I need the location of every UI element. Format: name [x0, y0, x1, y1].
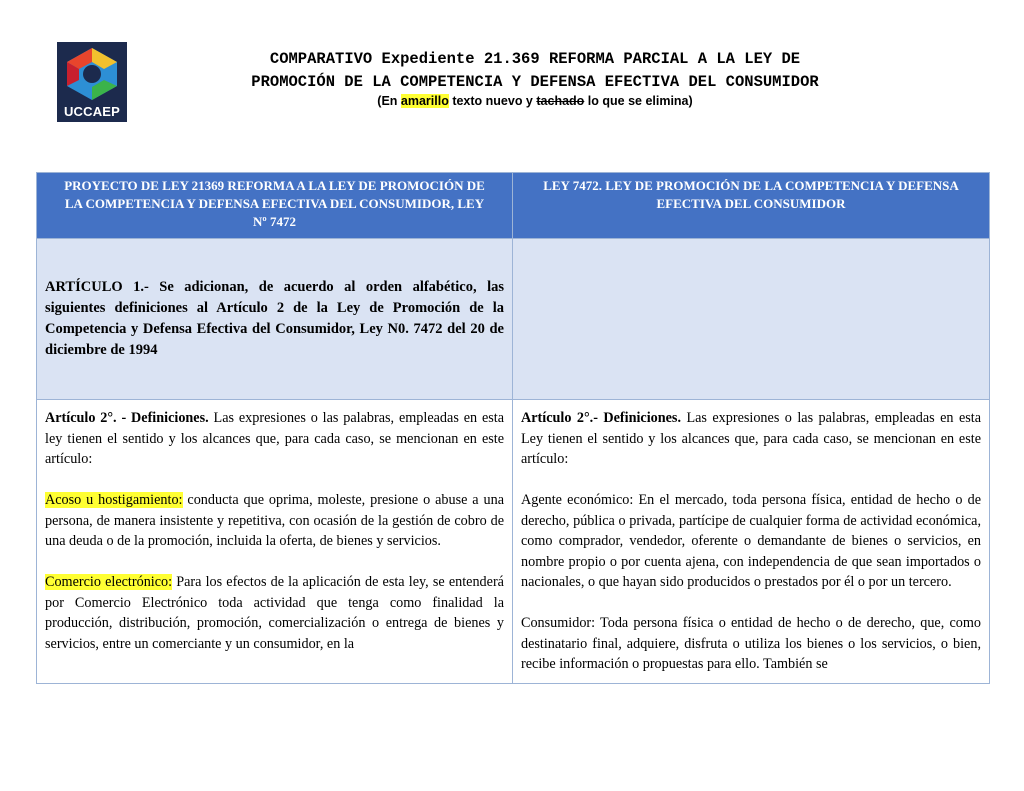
- title-line-1: COMPARATIVO Expediente 21.369 REFORMA PARCIAL A LA LEY DE: [269, 50, 801, 68]
- legend-suffix: lo que se elimina): [584, 94, 693, 108]
- logo-mark-icon: [57, 42, 127, 104]
- empty-cell: [513, 239, 989, 399]
- definition-agente: Agente económico: En el mercado, toda persona física, entidad de hecho o de derecho, pública o privada, partícipe de cualquier forma de actividad económica, como comprador, vendedor, oferente o demandante de bienes o servicios, en nombre propio o por cuenta ajena, con independencia de que sean importados o nacionales, o que hayan sido producidos o prestados por él o por un tercero.: [521, 492, 981, 590]
- ley-definitions-cell: [513, 400, 989, 683]
- header-ley-7472: LEY 7472. LEY DE PROMOCIÓN DE LA COMPETENCIA Y DEFENSA EFECTIVA DEL CONSUMIDOR: [543, 178, 959, 211]
- definition-text: Para los efectos de la aplicación de esta ley, se entenderá por Comercio Electrónico toda actividad que tenga como finalidad la producción, distribución, promoción, comercialización o entrega de bienes y servicios, entre un comerciante y un consumidor, en la: [45, 574, 504, 652]
- legend-note: [140, 94, 930, 108]
- legend-highlight: amarillo: [400, 94, 449, 108]
- definition-text: conducta que oprima, moleste, presione o abuse a una persona, de manera insistente y repetitiva, con ocasión de la gestión de cobro de una deuda o de la promoción, incluida la oferta, de bienes y servicios.: [45, 492, 504, 549]
- article-title: Artículo 2°. - Definiciones.: [45, 410, 209, 426]
- definition-term: Comercio electrónico:: [45, 574, 173, 590]
- definition-term: Acoso u hostigamiento:: [45, 492, 183, 508]
- article-intro: [521, 408, 981, 470]
- article-title: Artículo 2°.- Definiciones.: [521, 410, 681, 426]
- definition-acoso: [45, 490, 504, 552]
- article-intro: [45, 408, 504, 470]
- comparison-table: [36, 172, 990, 684]
- title-line-2: PROMOCIÓN DE LA COMPETENCIA Y DEFENSA EFECTIVA DEL CONSUMIDOR: [251, 73, 819, 91]
- logo-text: UCCAEP: [63, 104, 121, 119]
- table-row: [37, 238, 989, 399]
- article-text: Las expresiones o las palabras, empleadas en esta Ley tienen el sentido y los alcances que, para cada caso, se mencionan en este artículo:: [521, 410, 981, 467]
- article-text: Las expresiones o las palabras, empleadas en esta ley tienen el sentido y los alcances que, para cada caso, se mencionan en este artículo:: [45, 410, 504, 467]
- page-title: [140, 48, 930, 94]
- definition-comercio: [45, 572, 504, 654]
- header-proyecto: PROYECTO DE LEY 21369 REFORMA A LA LEY DE PROMOCIÓN DE LA COMPETENCIA Y DEFENSA EFECTIVA DEL CONSUMIDOR, LEY Nº 7472: [37, 173, 513, 238]
- uccaep-logo: [57, 42, 127, 122]
- legend-strike: tachado: [536, 94, 585, 108]
- table-header-row: [37, 173, 989, 238]
- articulo-1-cell: ARTÍCULO 1.- Se adicionan, de acuerdo al orden alfabético, las siguientes definiciones al Artículo 2 de la Ley de Promoción de la Competencia y Defensa Efectiva del Consumidor, Ley N0. 7472 del 20 de diciembre de 1994: [37, 239, 513, 399]
- legend-prefix: (En: [377, 94, 401, 108]
- table-row: [37, 399, 989, 683]
- proyecto-definitions-cell: [37, 400, 513, 683]
- definition-consumidor: Consumidor: Toda persona física o entidad de hecho o de derecho, que, como destinatario final, adquiere, disfruta o utiliza los bienes o los servicios, o bien, recibe información o propuestas para ello. También se: [521, 615, 981, 672]
- legend-mid: texto nuevo y: [448, 94, 537, 108]
